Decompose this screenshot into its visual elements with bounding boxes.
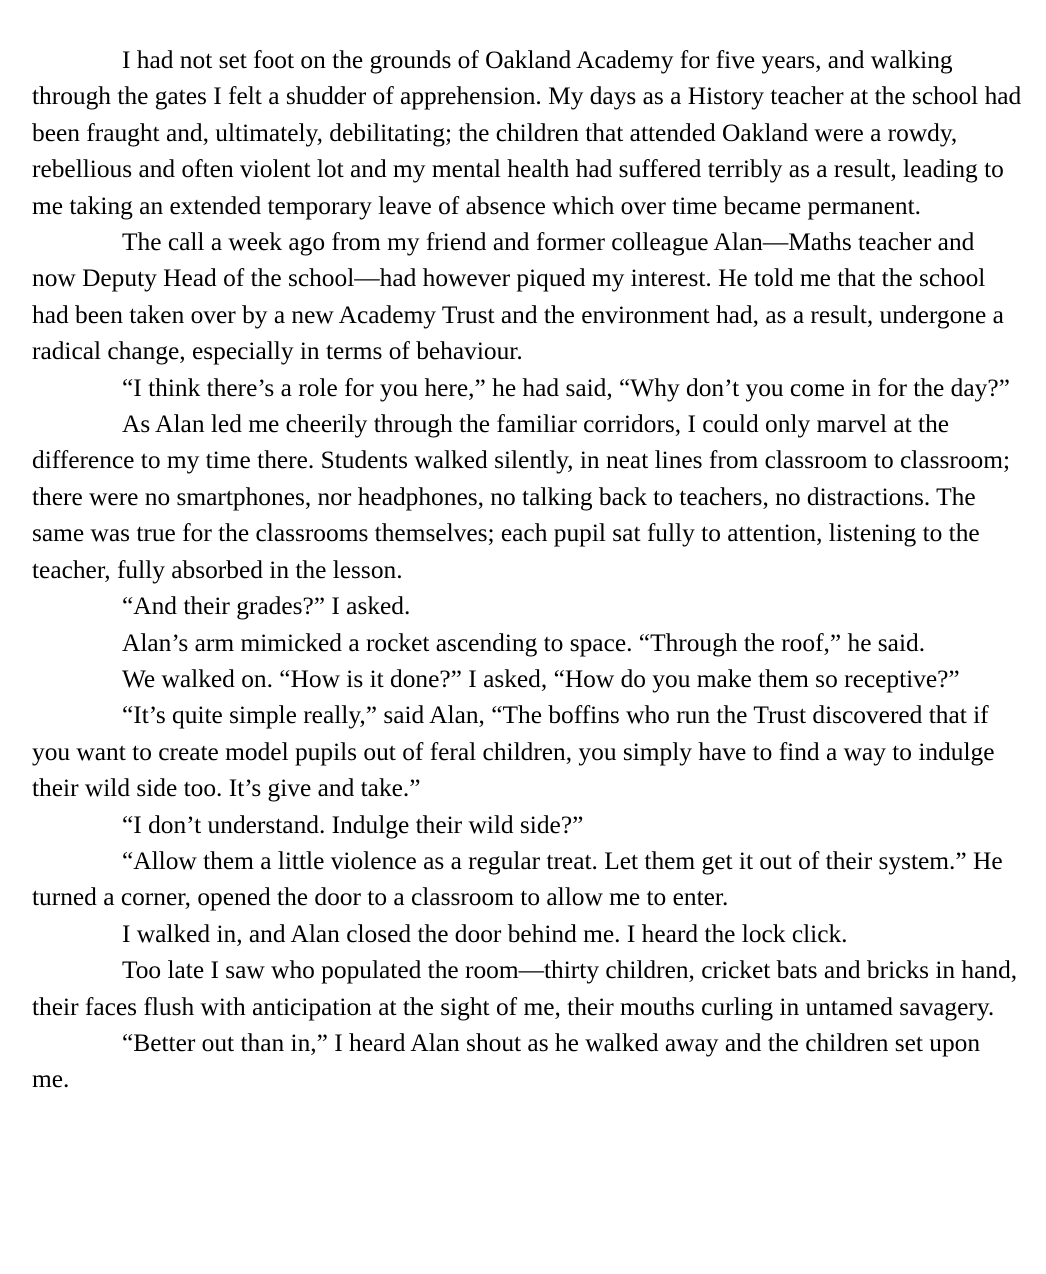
paragraph: As Alan led me cheerily through the familiar corridors, I could only marvel at the difference to my time there. Students walked silently, in neat lines from classroom to classroom; there were no smartphones, nor headphones, no talking back to teachers, no distractions. The same was true for the classrooms themselves; each pupil sat fully to attention, listening to the teacher, fully absorbed in the lesson. [32, 410, 1011, 584]
paragraph: “And their grades?” I asked. [122, 592, 411, 621]
paragraph: I walked in, and Alan closed the door behind me. I heard the lock click. [122, 919, 848, 948]
paragraph: “I think there’s a role for you here,” he had said, “Why don’t you come in for the day?” [122, 373, 1010, 402]
paragraph: I had not set foot on the grounds of Oakland Academy for five years, and walking through the gates I felt a shudder of apprehension. My days as a History teacher at the school had been fraught and, ultimately, debilitating; the children that attended Oakland were a rowdy, rebellious and often violent lot and my mental health had suffered terribly as a result, leading to me taking an extended temporary leave of absence which over time became permanent. [32, 46, 1022, 220]
paragraph: “Allow them a little violence as a regular treat. Let them get it out of their system.” He turned a corner, opened the door to a classroom to allow me to enter. [32, 846, 1003, 912]
paragraph: “It’s quite simple really,” said Alan, “The boffins who run the Trust discovered that if you want to create model pupils out of feral children, you simply have to find a way to indulge their wild side too. It’s give and take.” [32, 701, 995, 803]
paragraph: Alan’s arm mimicked a rocket ascending to space. “Through the roof,” he said. [122, 628, 926, 657]
paragraph: “I don’t understand. Indulge their wild side?” [122, 810, 584, 839]
paragraph: “Better out than in,” I heard Alan shout as he walked away and the children set upon me. [32, 1028, 981, 1094]
paragraph: Too late I saw who populated the room—thirty children, cricket bats and bricks in hand, their faces flush with anticipation at the sight of me, their mouths curling in untamed savagery. [32, 956, 1018, 1021]
paragraph: We walked on. “How is it done?” I asked, “How do you make them so receptive?” [122, 664, 960, 693]
story-document [32, 42, 1022, 1098]
paragraph: The call a week ago from my friend and former colleague Alan—Maths teacher and now Deputy Head of the school—had however piqued my interest. He told me that the school had been taken over by a new Academy Trust and the environment had, as a result, undergone a radical change, especially in terms of behaviour. [32, 228, 1004, 366]
